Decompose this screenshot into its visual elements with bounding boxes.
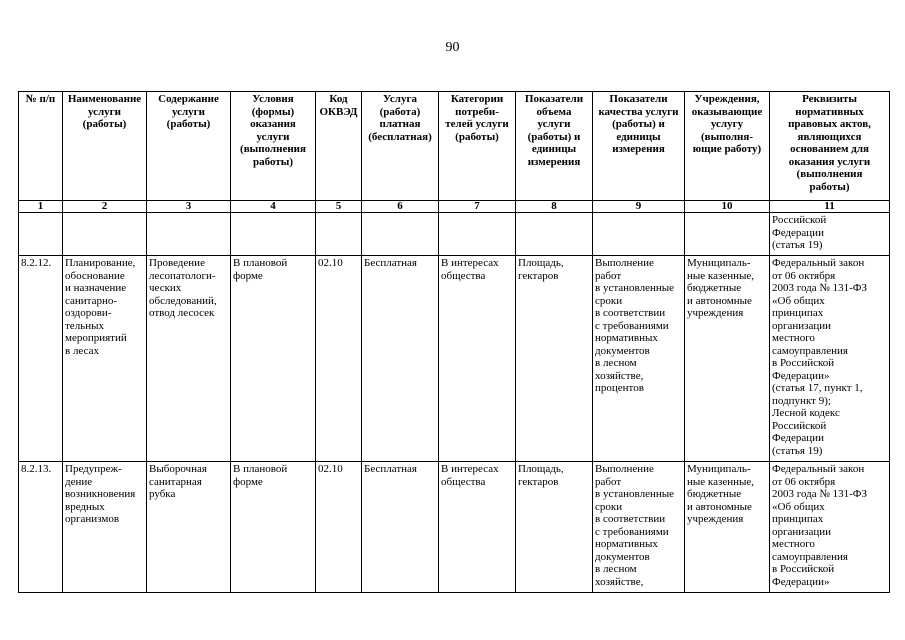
service-content-cell: Выборочная санитарная рубка bbox=[147, 462, 231, 593]
institutions-cell: Муниципаль- ные казенные, бюджетные и автономные учреждения bbox=[685, 462, 770, 593]
column-number: 6 bbox=[362, 201, 439, 213]
legal-basis-cell: Федеральный закон от 06 октября 2003 года № 131-ФЗ «Об общих принципах организации местного самоуправления в Российской Федерации» (статья 17, пункт 1, подпункт 9); Лесной кодекс Российской Федерации (статья 19) bbox=[770, 256, 890, 462]
column-number: 4 bbox=[231, 201, 316, 213]
header-cell-10: Учреждения, оказывающие услугу (выполня- ющие работу) bbox=[685, 92, 770, 201]
table-cell bbox=[147, 213, 231, 256]
okved-code-cell: 02.10 bbox=[316, 462, 362, 593]
services-table bbox=[18, 91, 890, 593]
table-cell bbox=[685, 213, 770, 256]
quality-indicator-cell: Выполнение работ в установленные сроки в соответствии с требованиями нормативных документов в лесном хозяйстве, bbox=[593, 462, 685, 593]
column-number: 3 bbox=[147, 201, 231, 213]
service-name-cell: Планирование, обоснование и назначение санитарно- оздорови- тельных мероприятий в лесах bbox=[63, 256, 147, 462]
header-cell-4: Условия (формы) оказания услуги (выполнения работы) bbox=[231, 92, 316, 201]
header-cell-6: Услуга (работа) платная (бесплатная) bbox=[362, 92, 439, 201]
table-cell bbox=[316, 213, 362, 256]
header-cell-5: Код ОКВЭД bbox=[316, 92, 362, 201]
header-cell-8: Показатели объема услуги (работы) и единицы измерения bbox=[516, 92, 593, 201]
column-number-row bbox=[19, 201, 890, 213]
paid-free-cell: Бесплатная bbox=[362, 256, 439, 462]
continuation-row bbox=[19, 213, 890, 256]
table-cell bbox=[593, 213, 685, 256]
okved-code-cell: 02.10 bbox=[316, 256, 362, 462]
header-cell-11: Реквизиты нормативных правовых актов, являющихся основанием для оказания услуги (выполнения работы) bbox=[770, 92, 890, 201]
column-number: 11 bbox=[770, 201, 890, 213]
service-name-cell: Предупреж- дение возникновения вредных организмов bbox=[63, 462, 147, 593]
quality-indicator-cell: Выполнение работ в установленные сроки в соответствии с требованиями нормативных документов в лесном хозяйстве, процентов bbox=[593, 256, 685, 462]
consumer-category-cell: В интересах общества bbox=[439, 256, 516, 462]
paid-free-cell: Бесплатная bbox=[362, 462, 439, 593]
column-number: 1 bbox=[19, 201, 63, 213]
conditions-cell: В плановой форме bbox=[231, 462, 316, 593]
legal-basis-cell: Федеральный закон от 06 октября 2003 года № 131-ФЗ «Об общих принципах организации местного самоуправления в Российской Федерации» bbox=[770, 462, 890, 593]
column-number: 7 bbox=[439, 201, 516, 213]
header-cell-1: № п/п bbox=[19, 92, 63, 201]
volume-indicator-cell: Площадь, гектаров bbox=[516, 462, 593, 593]
table-row bbox=[19, 462, 890, 593]
conditions-cell: В плановой форме bbox=[231, 256, 316, 462]
table-cell bbox=[19, 213, 63, 256]
column-number: 10 bbox=[685, 201, 770, 213]
legal-basis-cell: Российской Федерации (статья 19) bbox=[770, 213, 890, 256]
page-number: 90 bbox=[445, 40, 460, 55]
service-content-cell: Проведение лесопатологи- ческих обследований, отвод лесосек bbox=[147, 256, 231, 462]
table-cell bbox=[516, 213, 593, 256]
table-row bbox=[19, 256, 890, 462]
header-cell-7: Категории потреби- телей услуги (работы) bbox=[439, 92, 516, 201]
column-number: 5 bbox=[316, 201, 362, 213]
table-cell bbox=[63, 213, 147, 256]
table-cell bbox=[439, 213, 516, 256]
header-cell-2: Наименование услуги (работы) bbox=[63, 92, 147, 201]
table-cell bbox=[231, 213, 316, 256]
item-number: 8.2.12. bbox=[19, 256, 63, 462]
column-number: 9 bbox=[593, 201, 685, 213]
volume-indicator-cell: Площадь, гектаров bbox=[516, 256, 593, 462]
institutions-cell: Муниципаль- ные казенные, бюджетные и автономные учреждения bbox=[685, 256, 770, 462]
consumer-category-cell: В интересах общества bbox=[439, 462, 516, 593]
header-row bbox=[19, 92, 890, 201]
table-cell bbox=[362, 213, 439, 256]
item-number: 8.2.13. bbox=[19, 462, 63, 593]
column-number: 8 bbox=[516, 201, 593, 213]
column-number: 2 bbox=[63, 201, 147, 213]
header-cell-3: Содержание услуги (работы) bbox=[147, 92, 231, 201]
header-cell-9: Показатели качества услуги (работы) и единицы измерения bbox=[593, 92, 685, 201]
